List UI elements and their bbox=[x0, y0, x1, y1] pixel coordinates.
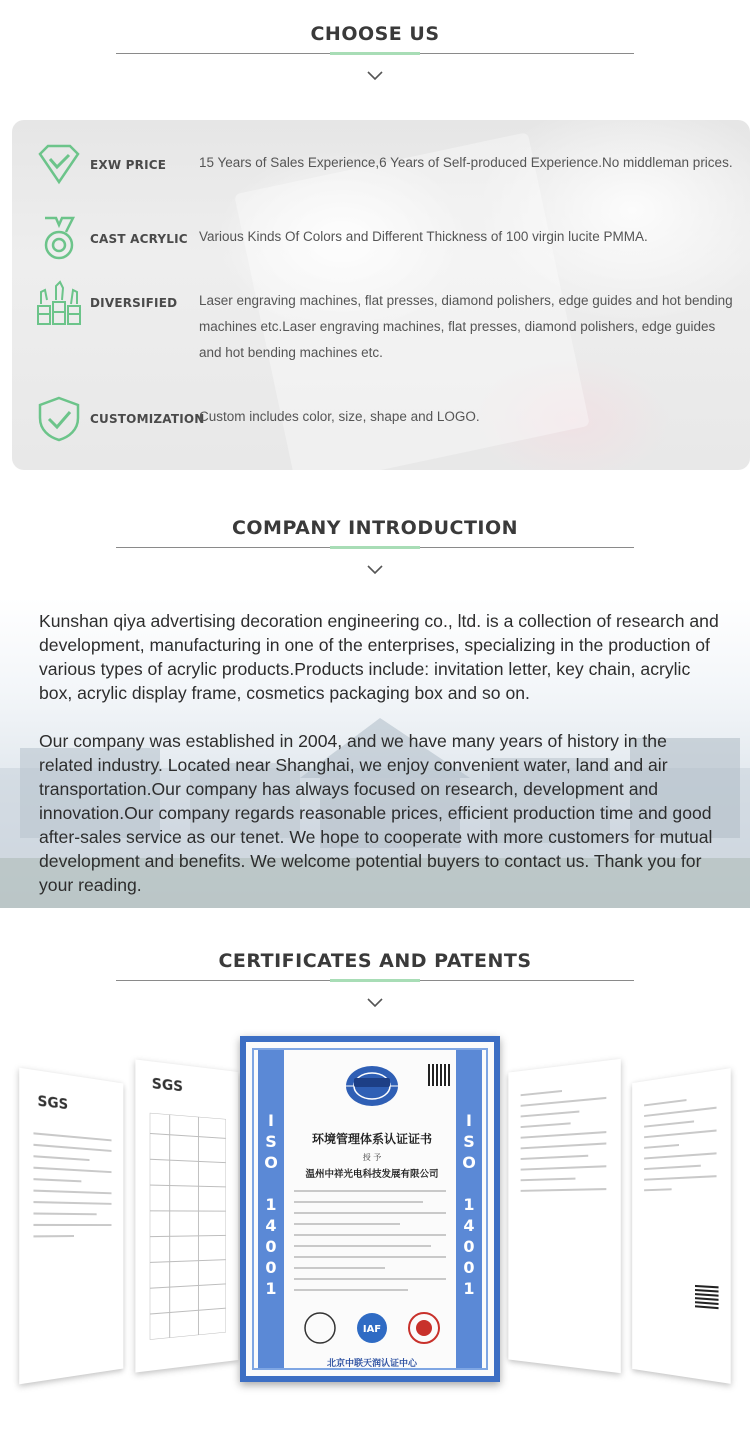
choose-label: CUSTOMIZATION bbox=[90, 412, 205, 426]
certificate-image bbox=[632, 1068, 731, 1384]
certificate-image bbox=[19, 1068, 123, 1385]
shield-check-icon bbox=[36, 396, 82, 442]
company-intro-heading bbox=[0, 517, 750, 585]
section-divider bbox=[116, 53, 634, 54]
certificate-border bbox=[252, 1048, 488, 1370]
section-title: CHOOSE US bbox=[310, 23, 440, 45]
certificate-image bbox=[508, 1059, 620, 1373]
accreditation-logos bbox=[300, 1308, 444, 1348]
choose-text: Laser engraving machines, flat presses, diamond polishers, edge guides and hot bending machines etc.Laser engraving machines, flat presses, diamond polishers, edge guides and hot bending machines etc. bbox=[199, 293, 733, 360]
choose-text: 15 Years of Sales Experience,6 Years of Self-produced Experience.No middleman prices. bbox=[199, 155, 733, 170]
sgs-logo: SGS bbox=[37, 1093, 69, 1114]
chevron-down-icon bbox=[365, 993, 385, 1013]
section-divider bbox=[116, 547, 634, 548]
document-text-lines bbox=[521, 1085, 607, 1200]
document-text-lines bbox=[294, 1190, 446, 1300]
choose-label: DIVERSIFIED bbox=[90, 296, 178, 310]
choose-text: Various Kinds Of Colors and Different Thickness of 100 virgin lucite PMMA. bbox=[199, 229, 648, 244]
certificates-heading bbox=[0, 950, 750, 1018]
choose-us-panel bbox=[12, 120, 750, 470]
diamond-check-icon bbox=[36, 142, 82, 188]
iso-vertical-label: I S O 1 4 0 0 1 bbox=[462, 1111, 476, 1298]
choose-us-heading bbox=[0, 23, 750, 91]
hands-raised-icon bbox=[36, 280, 82, 326]
intro-paragraph-2: Our company was established in 2004, and we have many years of history in the related industry. Located near Shanghai, we enjoy convenient water, land and air transportation.Our company has always focused on research, development and innovation.Our company regards reasonable prices, efficient production time and good after-sales service as our tenet. We hope to cooperate with more customers for mutual development and benefits. We welcome potential buyers to contact us. Thank you for your reading. bbox=[39, 731, 713, 895]
certificate-issuer: 北京中联天润认证中心 bbox=[326, 1359, 417, 1369]
choose-label: EXW PRICE bbox=[90, 158, 167, 172]
iso-14001-certificate bbox=[240, 1036, 500, 1382]
choose-label: CAST ACRYLIC bbox=[90, 232, 188, 246]
choose-text: Custom includes color, size, shape and LOGO. bbox=[199, 409, 480, 424]
qr-code-icon bbox=[695, 1283, 719, 1309]
intro-paragraph-1: Kunshan qiya advertising decoration engineering co., ltd. is a collection of research and development, manufacturing in one of the enterprises, specializing in the production of various types of acrylic products.Products include: invitation letter, key chain, acrylic box, acrylic display frame, cosmetics packaging box and so on. bbox=[39, 611, 719, 703]
certificate-grant: 授 予 bbox=[362, 1153, 382, 1162]
chevron-down-icon bbox=[365, 66, 385, 86]
globe-emblem-icon bbox=[342, 1058, 402, 1108]
chevron-down-icon bbox=[365, 560, 385, 580]
document-text-lines bbox=[33, 1132, 111, 1247]
certificate-organization: 温州中祥光电科技发展有限公司 bbox=[305, 1169, 439, 1180]
certificate-image bbox=[135, 1059, 238, 1372]
medal-icon bbox=[36, 216, 82, 262]
document-text-lines bbox=[644, 1095, 716, 1200]
section-title: CERTIFICATES AND PATENTS bbox=[218, 950, 532, 972]
section-title: COMPANY INTRODUCTION bbox=[231, 517, 519, 539]
certificates-gallery bbox=[0, 1030, 750, 1390]
section-divider bbox=[116, 980, 634, 981]
certificate-title: 环境管理体系认证证书 bbox=[311, 1132, 432, 1146]
iso-vertical-label: I S O 1 4 0 0 1 bbox=[264, 1111, 278, 1298]
company-intro-block bbox=[0, 598, 750, 908]
sgs-logo: SGS bbox=[151, 1075, 183, 1096]
qr-code-icon bbox=[428, 1064, 450, 1086]
table-grid-image bbox=[150, 1113, 226, 1340]
iaf-logo: IAF bbox=[362, 1324, 382, 1335]
